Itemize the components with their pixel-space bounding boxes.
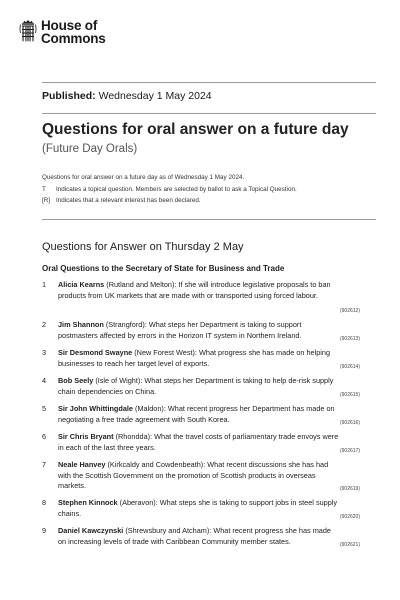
question-number: 3 [42,348,47,357]
question-ref: (902613) [339,336,360,342]
question-number: 4 [42,376,47,385]
question-member: Sir Desmond Swayne [58,348,133,357]
question-text: What recent progress her Department has made on negotiating a free trade agreement with South Korea. [58,404,335,424]
question-number: 5 [42,404,47,413]
question-text: What progress she has made on helping businesses to reach her target level of exports. [58,348,331,368]
question-text: If she will introduce legislative proposals to ban products from UK markets that are made with or transported using forced labour. [58,280,331,300]
question-ref: (902614) [339,364,360,370]
question-ref: (902615) [339,392,360,398]
intro-block [42,172,297,207]
key-text: Indicates that a relevant interest has been declared. [56,197,201,204]
question-body [58,320,340,341]
question-constituency: (Strangford): [105,320,147,329]
section-subheading: Oral Questions to the Secretary of State for Business and Trade [42,264,285,273]
divider-top [42,82,376,83]
question-number: 6 [42,432,47,441]
question-number: 2 [42,320,47,329]
portcullis-icon [19,20,37,42]
question-member: Sir Chris Bryant [58,432,114,441]
question-ref: (902620) [339,514,360,520]
question-number: 8 [42,498,47,507]
question-item [42,404,360,428]
key-symbol: [R] [42,197,51,204]
section-heading: Questions for Answer on Thursday 2 May [42,241,244,253]
question-member: Alicia Kearns [58,280,105,289]
page-title: Questions for oral answer on a future day [42,121,349,138]
question-number: 1 [42,280,47,289]
divider-section [42,219,376,220]
logo-line-1: House of [41,18,98,33]
question-constituency: (Shrewsbury and Atcham): [125,526,212,535]
question-text: What steps her Department is taking to help de-risk supply chain dependencies on China. [58,376,334,396]
question-constituency: (Aberavon): [119,498,158,507]
question-number: 7 [42,460,47,469]
published-label: Published: [42,90,96,102]
question-member: Daniel Kawczynski [58,526,124,535]
question-item [42,526,360,550]
question-text: What steps her Department is taking to support postmasters affected by errors in the Horizon IT system in Northern Ireland. [58,320,302,340]
question-item [42,376,360,400]
question-body [58,376,340,397]
question-constituency: (Rhondda): [115,432,153,441]
key-text: Indicates a topical question. Members are selected by ballot to ask a Topical Question. [56,185,297,193]
question-ref: (902617) [339,448,360,454]
question-text: What recent discussions she has had with the Scottish Government on the promotion of Scottish products in overseas markets. [58,460,329,491]
question-member: Neale Hanvey [58,460,106,469]
question-text: What steps she is taking to support jobs in steel supply chains. [58,498,338,518]
question-constituency: (Isle of Wight): [95,376,143,385]
question-body [58,404,340,425]
question-body [58,348,340,369]
question-text: What recent progress she has made on increasing levels of trade with Caribbean Community member states. [58,526,331,546]
question-item [42,348,360,372]
question-body [58,498,340,519]
question-constituency: (Maldon): [135,404,166,413]
question-item [42,432,360,456]
question-ref: (902619) [339,486,360,492]
key-symbol: T [42,185,46,193]
question-body [58,526,340,547]
question-member: Bob Seely [58,376,94,385]
published-date: Wednesday 1 May 2024 [98,90,212,102]
question-item [42,280,360,314]
question-ref: (902612) [339,308,360,314]
question-constituency: (Kirkcaldy and Cowdenbeath): [107,460,206,469]
key-interest [42,195,297,207]
logo-wordmark [41,20,106,45]
question-body [58,432,340,453]
question-ref: (902621) [339,542,360,548]
question-ref: (902616) [339,420,360,426]
page-subtitle: (Future Day Orals) [42,143,138,155]
question-item [42,320,360,344]
divider-published [42,113,376,114]
house-of-commons-logo [19,20,106,45]
question-member: Stephen Kinnock [58,498,118,507]
question-item [42,498,360,522]
question-text: What the travel costs of parliamentary trade envoys were in each of the last three years. [58,432,339,452]
question-body [58,280,340,301]
question-member: Jim Shannon [58,320,104,329]
question-body [58,460,340,492]
published-line [42,90,212,102]
key-topical [42,184,297,196]
question-constituency: (New Forest West): [134,348,197,357]
question-item [42,460,360,494]
logo-line-2: Commons [41,30,106,46]
question-number: 9 [42,526,47,535]
intro-text: Questions for oral answer on a future day as of Wednesday 1 May 2024. [42,174,245,181]
question-constituency: (Rutland and Melton): [106,280,177,289]
question-member: Sir John Whittingdale [58,404,133,413]
